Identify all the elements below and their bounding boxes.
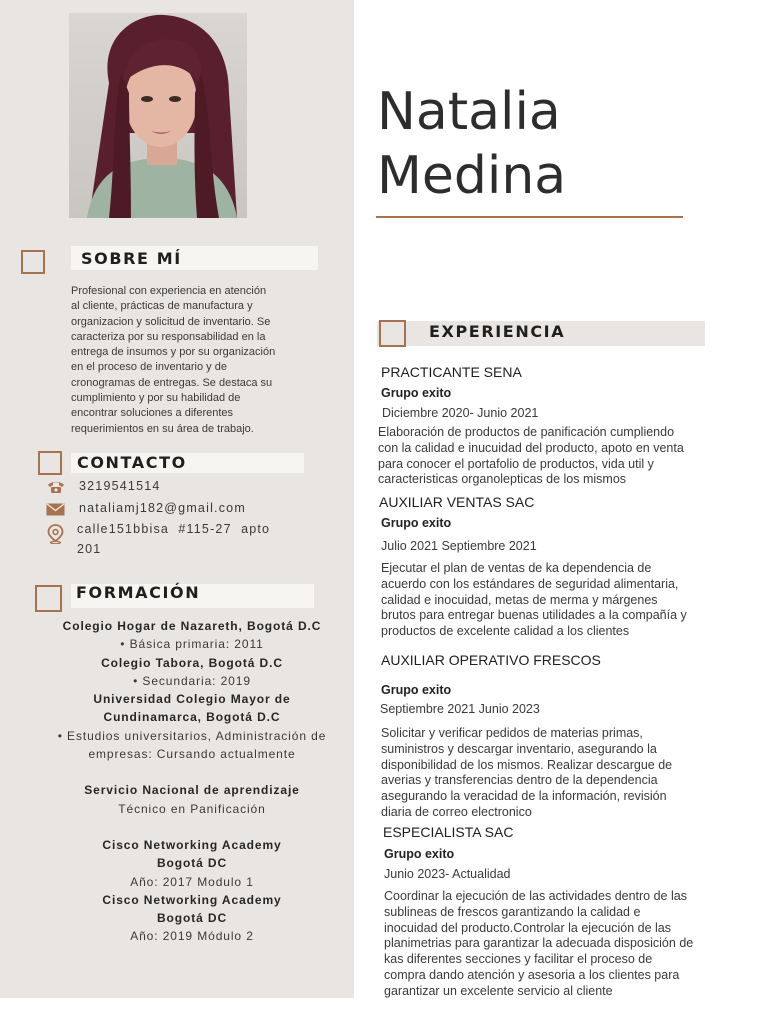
edu-detail: empresas: Cursando actualmente <box>88 747 296 762</box>
first-name: Natalia <box>377 82 561 142</box>
job-desc-line: Elaboración de productos de panificación cumpliendo <box>378 425 675 439</box>
job-company: Grupo exito <box>381 516 452 530</box>
about-line: en el proceso de inventario y de <box>71 361 227 374</box>
full-name <box>377 80 566 208</box>
contact-address-line2: 201 <box>77 542 102 556</box>
about-line: requerimientos en su área de trabajo. <box>71 422 254 435</box>
contacto-title: CONTACTO <box>77 453 187 472</box>
job-desc-line: brutos para entregar buenas utilidades a la compañía y <box>381 608 687 623</box>
about-line: cumplimiento y por su habilidad de <box>71 392 241 405</box>
job-dates: Septiembre 2021 Junio 2023 <box>380 702 540 716</box>
last-name: Medina <box>377 146 567 206</box>
job-description <box>381 561 726 640</box>
job-dates: Junio 2023- Actualidad <box>384 867 511 881</box>
job-desc-line: compra dando atención y asesoria a los clientes para <box>384 967 680 982</box>
job-description <box>378 425 723 488</box>
edu-detail: • Estudios universitarios, Administración de <box>57 728 327 743</box>
job-title: AUXILIAR OPERATIVO FRESCOS <box>381 652 601 668</box>
job-title: ESPECIALISTA SAC <box>383 824 514 840</box>
contact-email[interactable]: nataliamj182@gmail.com <box>79 501 246 515</box>
name-underline <box>376 216 683 218</box>
email-icon <box>46 503 65 521</box>
edu-spacer <box>40 763 344 781</box>
job-desc-line: productos de excelente calidad a los clientes <box>381 624 630 639</box>
edu-institution: Bogotá DC <box>156 911 228 926</box>
job-desc-line: inocuidad del producto.Controlar la ejecución de las <box>384 920 671 935</box>
edu-detail: Año: 2019 Módulo 2 <box>130 929 254 944</box>
location-pin-icon <box>47 524 64 549</box>
edu-institution: Cisco Networking Academy <box>102 837 282 852</box>
experiencia-title: EXPERIENCIA <box>429 322 566 341</box>
job-desc-line: averias y transferencias dentro de la dependencia <box>381 773 658 788</box>
edu-institution: Colegio Hogar de Nazareth, Bogotá D.C <box>62 619 322 633</box>
about-line: Profesional con experiencia en atención <box>71 285 267 297</box>
job-desc-line: caracteristicas organolepticas de los mismos <box>378 472 627 487</box>
edu-detail: Técnico en Panificación <box>118 801 266 816</box>
job-desc-line: sublineas de frescos garantizando la calidad e <box>384 904 641 919</box>
contacto-square-icon <box>38 451 62 475</box>
job-company: Grupo exito <box>384 847 455 861</box>
contact-address-line1: calle151bbisa #115-27 apto <box>77 522 271 536</box>
job-description <box>384 889 729 1000</box>
edu-detail: Año: 2017 Modulo 1 <box>130 874 254 889</box>
profile-photo <box>69 13 247 218</box>
edu-institution: Cundinamarca, Bogotá D.C <box>103 710 281 725</box>
job-desc-line: disponibilidad de los mismos. Realizar descargue de <box>381 757 673 772</box>
phone-icon <box>46 480 66 499</box>
edu-institution: Cisco Networking Academy <box>102 892 282 907</box>
contact-phone[interactable]: 3219541514 <box>79 479 161 493</box>
job-desc-line: para conocer el portafolio de productos, vida util y <box>378 456 654 471</box>
experiencia-square-icon <box>379 320 406 347</box>
job-dates: Diciembre 2020- Junio 2021 <box>382 406 539 420</box>
job-dates: Julio 2021 Septiembre 2021 <box>381 539 537 553</box>
formacion-title: FORMACIÓN <box>76 583 201 602</box>
edu-detail: • Básica primaria: 2011 <box>120 637 264 652</box>
job-description <box>381 726 726 821</box>
job-desc-line: Ejecutar el plan de ventas de ka dependencia de <box>381 561 652 575</box>
about-line: encontrar soluciones a diferentes <box>71 407 234 420</box>
edu-institution: Servicio Nacional de aprendizaje <box>84 783 300 798</box>
formacion-list <box>40 617 344 946</box>
job-company: Grupo exito <box>381 386 452 400</box>
job-desc-line: suministros y descargar inventario, asegurando la <box>381 741 657 756</box>
about-line: cronogramas de entregas. Se destaca su <box>71 376 273 389</box>
edu-detail: • Secundaria: 2019 <box>133 673 251 688</box>
sobre-mi-text <box>71 284 307 437</box>
job-desc-line: garantizar un excelente servicio al cliente <box>384 983 613 998</box>
edu-spacer <box>40 818 344 836</box>
about-line: organizacion y solicitud de inventario. Se <box>71 315 271 328</box>
job-desc-line: Solicitar y verificar pedidos de materias primas, <box>381 726 643 740</box>
edu-institution: Universidad Colegio Mayor de <box>93 692 291 707</box>
job-desc-line: asegurando la veracidad de la información, revisión <box>381 789 667 804</box>
job-title: AUXILIAR VENTAS SAC <box>379 494 535 510</box>
job-desc-line: kas diferentes secciones y facilitar el proceso de <box>384 952 653 967</box>
job-desc-line: calidad e inocuidad, metas de merma y márgenes <box>381 592 658 607</box>
about-line: caracteriza por su responsabilidad en la <box>71 330 266 343</box>
job-company: Grupo exito <box>381 683 452 697</box>
edu-institution: Bogotá DC <box>156 856 228 871</box>
sobre-mi-title: SOBRE MÍ <box>81 249 182 268</box>
edu-institution: Colegio Tabora, Bogotá D.C <box>101 655 283 670</box>
job-desc-line: con la calidad e inucuidad del producto, apoto en venta <box>378 440 684 455</box>
job-desc-line: Coordinar la ejecución de las actividades dentro de las <box>384 889 687 903</box>
job-title: PRACTICANTE SENA <box>381 364 522 380</box>
job-desc-line: acuerdo con los estándares de seguridad alimentaria, <box>381 576 679 591</box>
job-desc-line: diaria de correo electronico <box>381 804 532 819</box>
about-line: entrega de insumos y por su organización <box>71 346 276 359</box>
sobre-mi-square-icon <box>21 250 45 274</box>
about-line: al cliente, prácticas de manufactura y <box>71 300 253 313</box>
formacion-square-icon <box>35 585 62 612</box>
job-desc-line: planimetrias para garantizar la adecuada disposición de <box>384 936 694 951</box>
